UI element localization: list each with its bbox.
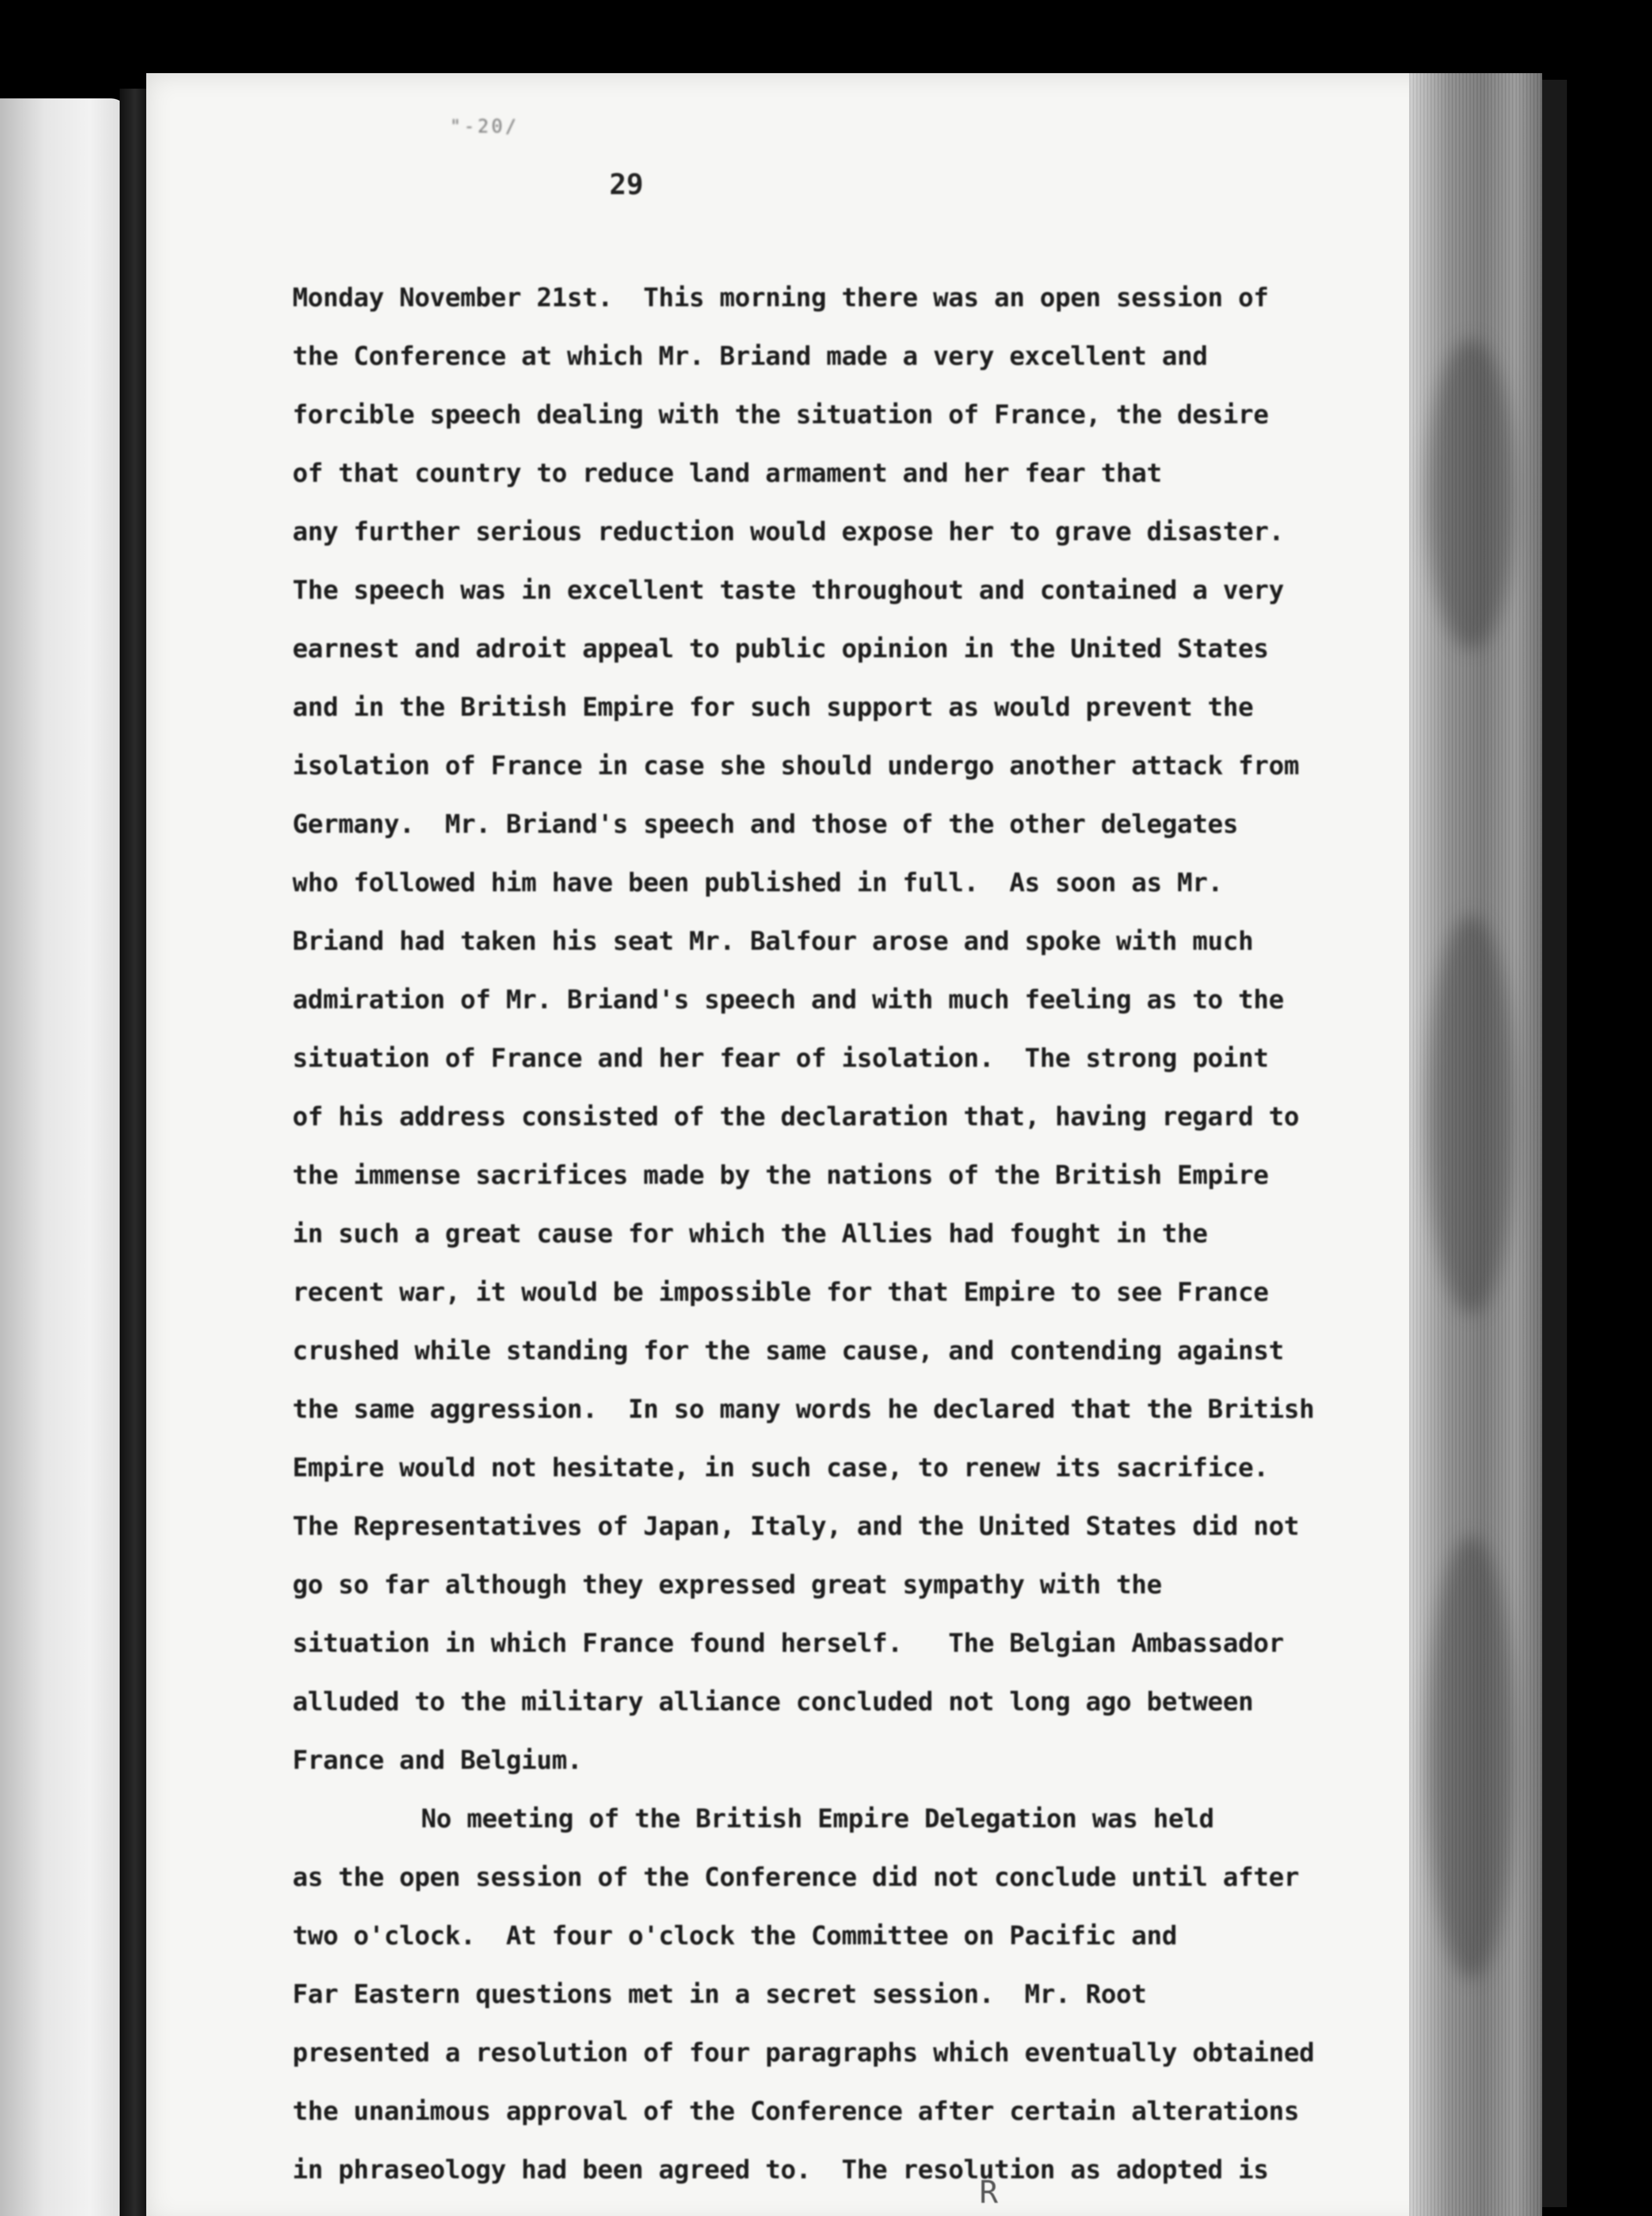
- text-line: crushed while standing for the same cause, and contending against: [292, 1335, 1284, 1365]
- text-line: of that country to reduce land armament and her fear that: [292, 458, 1162, 488]
- text-line: as the open session of the Conference did not conclude until after: [292, 1862, 1299, 1892]
- text-line: alluded to the military alliance concluded not long ago between: [292, 1686, 1254, 1717]
- text-line: in phraseology had been agreed to. The resolution as adopted is: [292, 2154, 1269, 2185]
- text-line: the unanimous approval of the Conference after certain alterations: [292, 2096, 1299, 2126]
- text-line: two o'clock. At four o'clock the Committee on Pacific and: [292, 1920, 1177, 1951]
- facing-page-edge: [0, 98, 129, 2216]
- text-line: earnest and adroit appeal to public opinion in the United States: [292, 633, 1269, 663]
- text-line: the immense sacrifices made by the nations of the British Empire: [292, 1160, 1269, 1190]
- text-line: the same aggression. In so many words he declared that the British: [292, 1394, 1315, 1424]
- text-line: who followed him have been published in full. As soon as Mr.: [292, 867, 1223, 897]
- text-line: isolation of France in case she should undergo another attack from: [292, 750, 1299, 780]
- text-line: Empire would not hesitate, in such case, to renew its sacrifice.: [292, 1452, 1269, 1483]
- page-fore-edge: [1409, 73, 1542, 2216]
- text-line: go so far although they expressed great sympathy with the: [292, 1569, 1162, 1600]
- text-line: of his address consisted of the declaration that, having regard to: [292, 1101, 1299, 1131]
- film-border: [1578, 0, 1652, 2216]
- text-line: any further serious reduction would expose her to grave disaster.: [292, 516, 1284, 546]
- faint-stamp-mark: "-20/: [450, 115, 519, 137]
- text-line: The speech was in excellent taste throughout and contained a very: [292, 575, 1284, 605]
- text-line: Briand had taken his seat Mr. Balfour arose and spoke with much: [292, 926, 1254, 956]
- typed-body-text: [292, 268, 1409, 2216]
- text-line: the Conference at which Mr. Briand made a very excellent and: [292, 341, 1208, 371]
- paragraph-start-line: No meeting of the British Empire Delegation was held: [421, 1803, 1214, 1834]
- text-line: situation of France and her fear of isolation. The strong point: [292, 1043, 1269, 1073]
- text-line: Far Eastern questions met in a secret session. Mr. Root: [292, 1979, 1147, 2009]
- text-line: in such a great cause for which the Allies had fought in the: [292, 1218, 1208, 1248]
- text-line: Germany. Mr. Briand's speech and those of the other delegates: [292, 809, 1238, 839]
- text-line: recent war, it would be impossible for that Empire to see France: [292, 1277, 1269, 1307]
- text-line: The Representatives of Japan, Italy, and the United States did not: [292, 1511, 1299, 1541]
- page-number: 29: [609, 168, 644, 201]
- text-line: France and Belgium.: [292, 1745, 582, 1775]
- text-line: Monday November 21st. This morning there was an open session of: [292, 282, 1269, 312]
- pencil-annotation: R: [979, 2174, 998, 2210]
- document-page: [146, 73, 1542, 2216]
- text-line: situation in which France found herself. The Belgian Ambassador: [292, 1628, 1284, 1658]
- text-line: forcible speech dealing with the situation of France, the desire: [292, 399, 1269, 429]
- text-line: admiration of Mr. Briand's speech and with much feeling as to the: [292, 984, 1284, 1014]
- text-line: and in the British Empire for such support as would prevent the: [292, 692, 1254, 722]
- text-line: presented a resolution of four paragraphs which eventually obtained: [292, 2037, 1315, 2068]
